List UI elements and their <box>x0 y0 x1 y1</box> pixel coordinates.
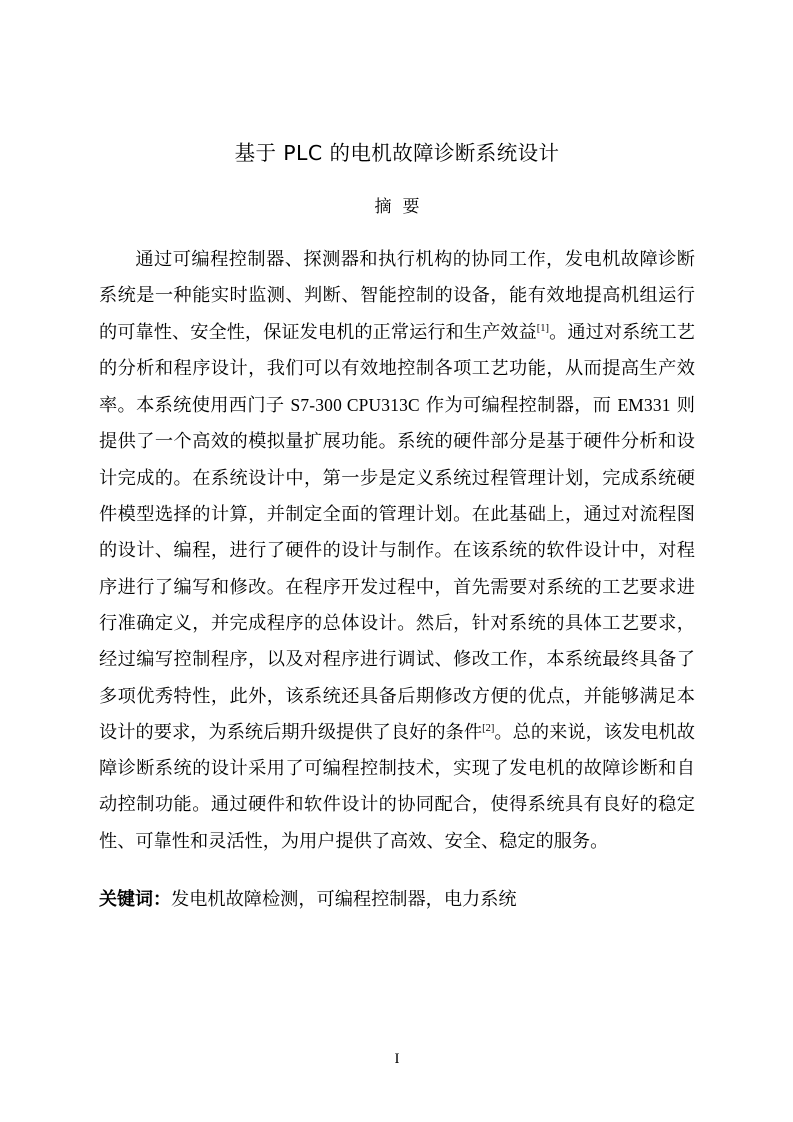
abstract-text-segment-1: 通过可编程控制器、探测器和执行机构的协同工作，发电机故障诊断系统是一种能实时监测、判断、智能控制的设备，能有效地提高机组运行的可靠性、安全性，保证发电机的正常运行和生产效益 <box>99 249 695 343</box>
page-content <box>99 0 695 916</box>
abstract-heading-char-1: 摘 <box>374 197 392 217</box>
abstract-heading-char-2: 要 <box>402 197 420 217</box>
abstract-section-heading <box>99 168 695 220</box>
citation-marker-1: [1] <box>536 322 550 334</box>
abstract-text-segment-2: 。通过对系统工艺的分析和程序设计，我们可以有效地控制各项工艺功能，从而提高生产效率。本系统使用西门子 <box>99 321 695 417</box>
plc-model-text: S7-300 CPU313C <box>290 395 420 416</box>
page-title: 基于 PLC 的电机故障诊断系统设计 <box>234 141 560 165</box>
abstract-text-segment-3: 作为可编程控制器，而 <box>419 395 618 417</box>
keywords-label: 关键词： <box>99 889 171 911</box>
footer-page-number: I <box>394 1051 400 1067</box>
abstract-text-segment-4: 则提供了一个高效的模拟量扩展功能。系统的硬件部分是基于硬件分析和设计完成的。在系统设计中，第一步是定义系统过程管理计划，完成系统硬件模型选择的计算，并制定全面的管理计划。在此基础上，通过对流程图的设计、编程，进行了硬件的设计与制作。在该系统的软件设计中，对程序进行了编写和修改。在程序开发过程中，首先需要对系统的工艺要求进行准确定义，并完成程序的总体设计。然后，针对系统的具体工艺要求，经过编写控制程序，以及对程序进行调试、修改工作，本系统最终具备了多项优秀特性，此外，该系统还具备后期修改方便的优点，并能够满足本设计的要求，为系统后期升级提供了良好的条件 <box>99 395 695 743</box>
keywords-line <box>99 860 695 916</box>
abstract-paragraph <box>99 220 695 860</box>
module-model-text: EM331 <box>617 395 671 416</box>
abstract-text-segment-5: 。总的来说，该发电机故障诊断系统的设计采用了可编程控制技术，实现了发电机的故障诊断和自动控制功能。通过硬件和软件设计的协同配合，使得系统具有良好的稳定性、可靠性和灵活性，为用户提供了高效、安全、稳定的服务。 <box>99 721 695 852</box>
citation-marker-2: [2] <box>482 722 495 734</box>
keywords-value: 发电机故障检测，可编程控制器，电力系统 <box>171 889 517 911</box>
